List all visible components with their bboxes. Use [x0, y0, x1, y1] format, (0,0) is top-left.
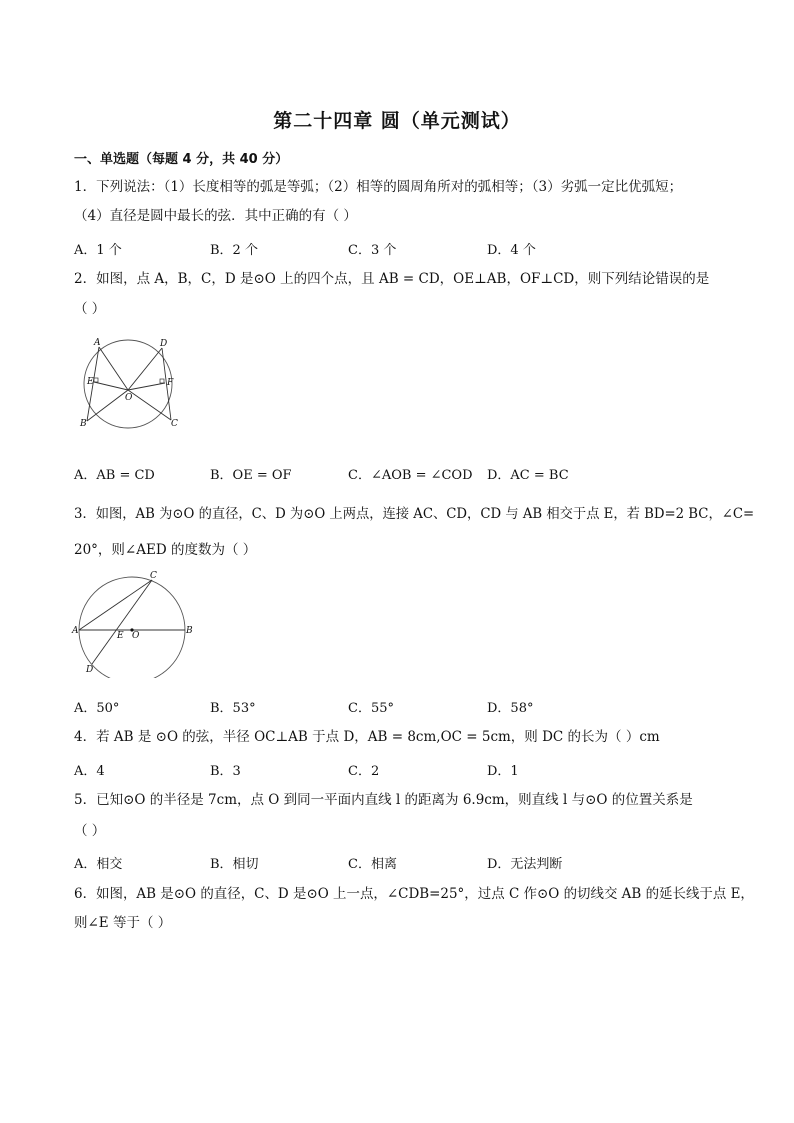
q3-label-o: O — [132, 631, 140, 641]
q2-segment-ob — [87, 390, 128, 421]
q2-label-d: D — [160, 339, 168, 349]
q4-stem-line1: 4．若 AB 是 ⊙O 的弦，半径 OC⊥AB 于点 D，AB = 8cm,OC = 5cm，则 DC 的长为（ ）cm — [74, 729, 660, 745]
q3-option-b: B．53° — [210, 701, 256, 716]
q3-stem-line2: 20°，则∠AED 的度数为（ ） — [74, 542, 257, 558]
q2-label-c: C — [171, 419, 178, 429]
q2-label-a: A — [94, 338, 101, 348]
q3-option-c: C．55° — [348, 701, 394, 716]
q2-right-angle-f — [160, 379, 164, 383]
q1-option-c: C．3 个 — [348, 243, 397, 258]
q1-option-d: D．4 个 — [487, 243, 536, 258]
q4-option-c: C．2 — [348, 764, 380, 779]
q3-label-c: C — [150, 571, 157, 581]
q3-label-b: B — [186, 626, 193, 636]
q3-option-a: A．50° — [74, 701, 120, 716]
q2-segment-oc — [128, 390, 171, 420]
q2-circle-figure — [74, 336, 194, 432]
q2-segment-of — [128, 383, 165, 390]
q2-option-b: B．OE = OF — [210, 468, 292, 483]
q2-stem-line1: 2．如图，点 A，B，C，D 是⊙O 上的四个点，且 AB = CD，OE⊥AB，OF⊥CD，则下列结论错误的是 — [74, 271, 710, 287]
q3-chord-ac — [79, 580, 152, 630]
q1-stem-line2: （4）直径是圆中最长的弦．其中正确的有（ ） — [74, 208, 357, 224]
q5-stem-line2: （ ） — [74, 823, 106, 839]
q3-chord-cd — [92, 580, 152, 664]
q2-label-f: F — [167, 378, 174, 388]
q5-option-d: D．无法判断 — [487, 857, 563, 872]
q6-stem-line1: 6．如图，AB 是⊙O 的直径，C、D 是⊙O 上一点，∠CDB=25°，过点 C 作⊙O 的切线交 AB 的延长线于点 E， — [74, 886, 754, 902]
q3-label-a: A — [72, 626, 79, 636]
q2-stem-line2: （ ） — [74, 301, 106, 317]
q5-option-b: B．相切 — [210, 857, 259, 872]
q3-label-d: D — [86, 665, 94, 675]
q4-option-a: A．4 — [74, 764, 105, 779]
document-title: 第二十四章 圆（单元测试） — [273, 110, 521, 132]
q6-stem-line2: 则∠E 等于（ ） — [74, 915, 172, 931]
q5-option-a: A．相交 — [74, 857, 123, 872]
q1-option-a: A．1 个 — [74, 243, 122, 258]
section-heading: 一、单选题（每题 4 分，共 40 分） — [74, 152, 289, 167]
q2-option-c: C．∠AOB = ∠COD — [348, 468, 473, 483]
q3-circle-figure — [64, 568, 204, 678]
q2-option-a: A．AB = CD — [74, 468, 155, 483]
q2-label-b: B — [80, 419, 87, 429]
q2-option-d: D．AC = BC — [487, 468, 569, 483]
q3-option-d: D．58° — [487, 701, 534, 716]
q1-option-b: B．2 个 — [210, 243, 258, 258]
q2-label-e: E — [87, 377, 94, 387]
q1-stem-line1: 1．下列说法：（1）长度相等的弧是等弧；（2）相等的圆周角所对的弧相等；（3）劣弧一定比优弧短； — [74, 179, 683, 195]
q5-stem-line1: 5．已知⊙O 的半径是 7cm，点 O 到同一平面内直线 l 的距离为 6.9cm，则直线 l 与⊙O 的位置关系是 — [74, 792, 693, 808]
q3-circle — [79, 577, 185, 678]
q3-label-e: E — [117, 631, 124, 641]
q2-label-o: O — [125, 393, 133, 403]
q4-option-b: B．3 — [210, 764, 241, 779]
q4-option-d: D．1 — [487, 764, 519, 779]
q5-option-c: C．相离 — [348, 857, 397, 872]
q2-segment-od — [128, 348, 162, 390]
q2-right-angle-e — [94, 378, 98, 382]
q2-segment-oa — [99, 347, 128, 390]
q3-stem-line1: 3．如图，AB 为⊙O 的直径，C、D 为⊙O 上两点，连接 AC、CD，CD 与 AB 相交于点 E，若 BD=2 BC，∠C= — [74, 506, 755, 522]
